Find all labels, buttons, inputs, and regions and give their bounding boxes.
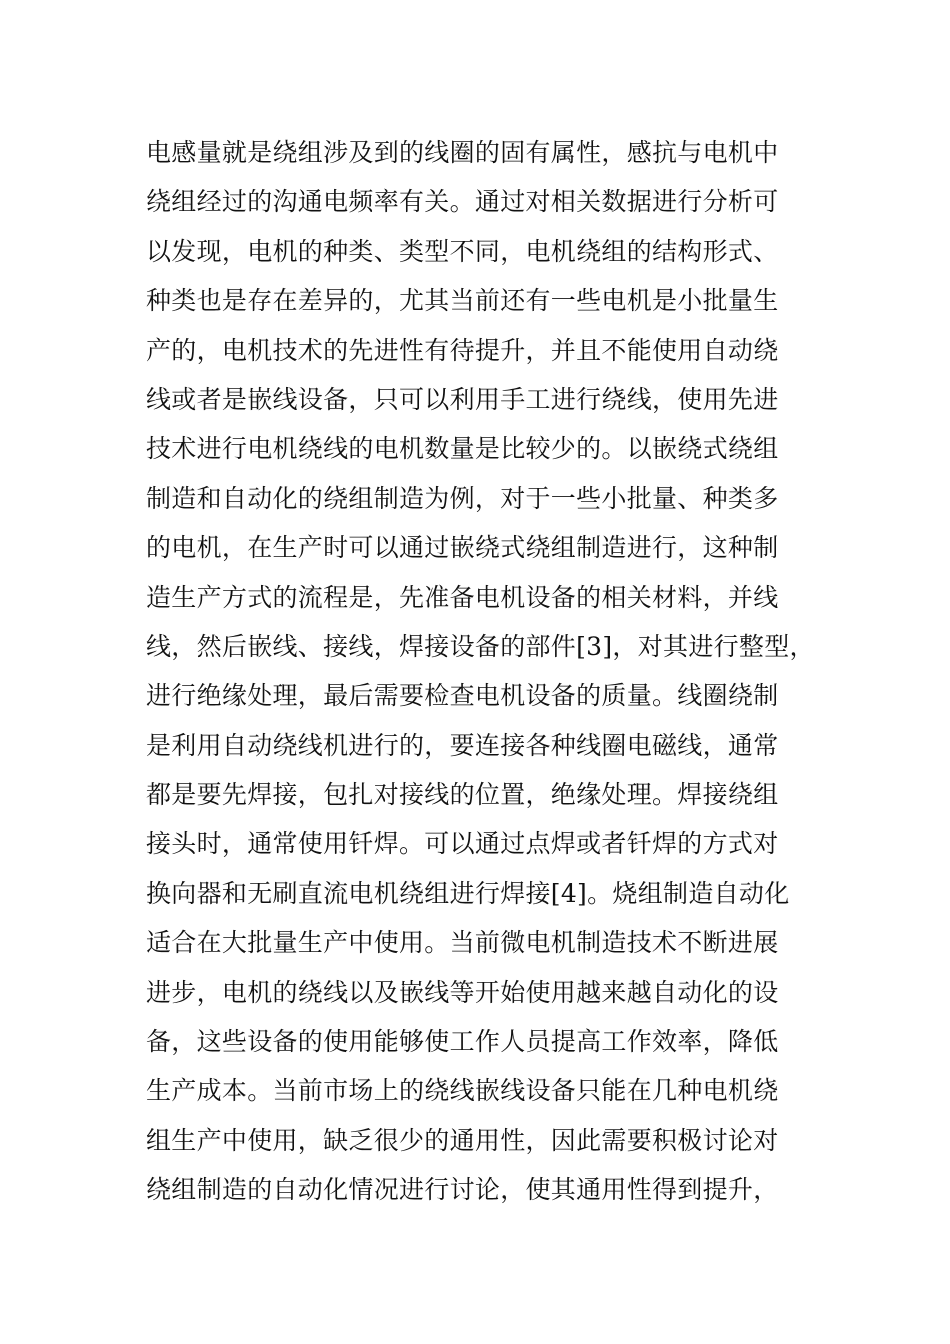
text-line-13: 是利用自动绕线机进行的，要连接各种线圈电磁线，通常 (146, 730, 779, 760)
text-line-14: 都是要先焊接，包扎对接线的位置，绝缘处理。焊接绕组 (146, 780, 779, 810)
text-line-1: 电感量就是绕组涉及到的线圈的固有属性，感抗与电机中 (146, 138, 779, 167)
text-line-16: 换向器和无刷直流电机绕组进行焊接[4]。烧组制造自动化 (146, 878, 790, 908)
text-line-11: 线，然后嵌线、接线，焊接设备的部件[3]，对其进行整型， (146, 631, 815, 661)
body-paragraph (146, 128, 826, 1215)
text-line-10: 造生产方式的流程是，先准备电机设备的相关材料，并线 (146, 582, 779, 612)
text-line-19: 备，这些设备的使用能够使工作人员提高工作效率，降低 (146, 1027, 779, 1057)
text-line-20: 生产成本。当前市场上的绕线嵌线设备只能在几种电机绕 (146, 1076, 779, 1106)
text-line-6: 线或者是嵌线设备，只可以利用手工进行绕线，使用先进 (146, 384, 779, 414)
text-line-18: 进步，电机的绕线以及嵌线等开始使用越来越自动化的设 (146, 977, 779, 1007)
text-line-15: 接头时，通常使用钎焊。可以通过点焊或者钎焊的方式对 (146, 829, 779, 859)
text-line-9: 的电机，在生产时可以通过嵌绕式绕组制造进行，这种制 (146, 533, 779, 563)
text-line-2: 绕组经过的沟通电频率有关。通过对相关数据进行分析可 (146, 187, 779, 217)
text-line-8: 制造和自动化的绕组制造为例，对于一些小批量、种类多 (146, 483, 779, 513)
text-line-12: 进行绝缘处理，最后需要检查电机设备的质量。线圈绕制 (146, 681, 779, 711)
text-line-5: 产的，电机技术的先进性有待提升，并且不能使用自动绕 (146, 335, 779, 365)
text-line-4: 种类也是存在差异的，尤其当前还有一些电机是小批量生 (146, 286, 779, 316)
text-line-17: 适合在大批量生产中使用。当前微电机制造技术不断进展 (146, 928, 779, 958)
text-line-3: 以发现，电机的种类、类型不同，电机绕组的结构形式、 (146, 236, 779, 266)
text-line-7: 技术进行电机绕线的电机数量是比较少的。以嵌绕式绕组 (146, 434, 779, 464)
text-line-21: 组生产中使用，缺乏很少的通用性，因此需要积极讨论对 (146, 1125, 779, 1155)
text-line-22: 绕组制造的自动化情况进行讨论，使其通用性得到提升， (146, 1175, 779, 1205)
